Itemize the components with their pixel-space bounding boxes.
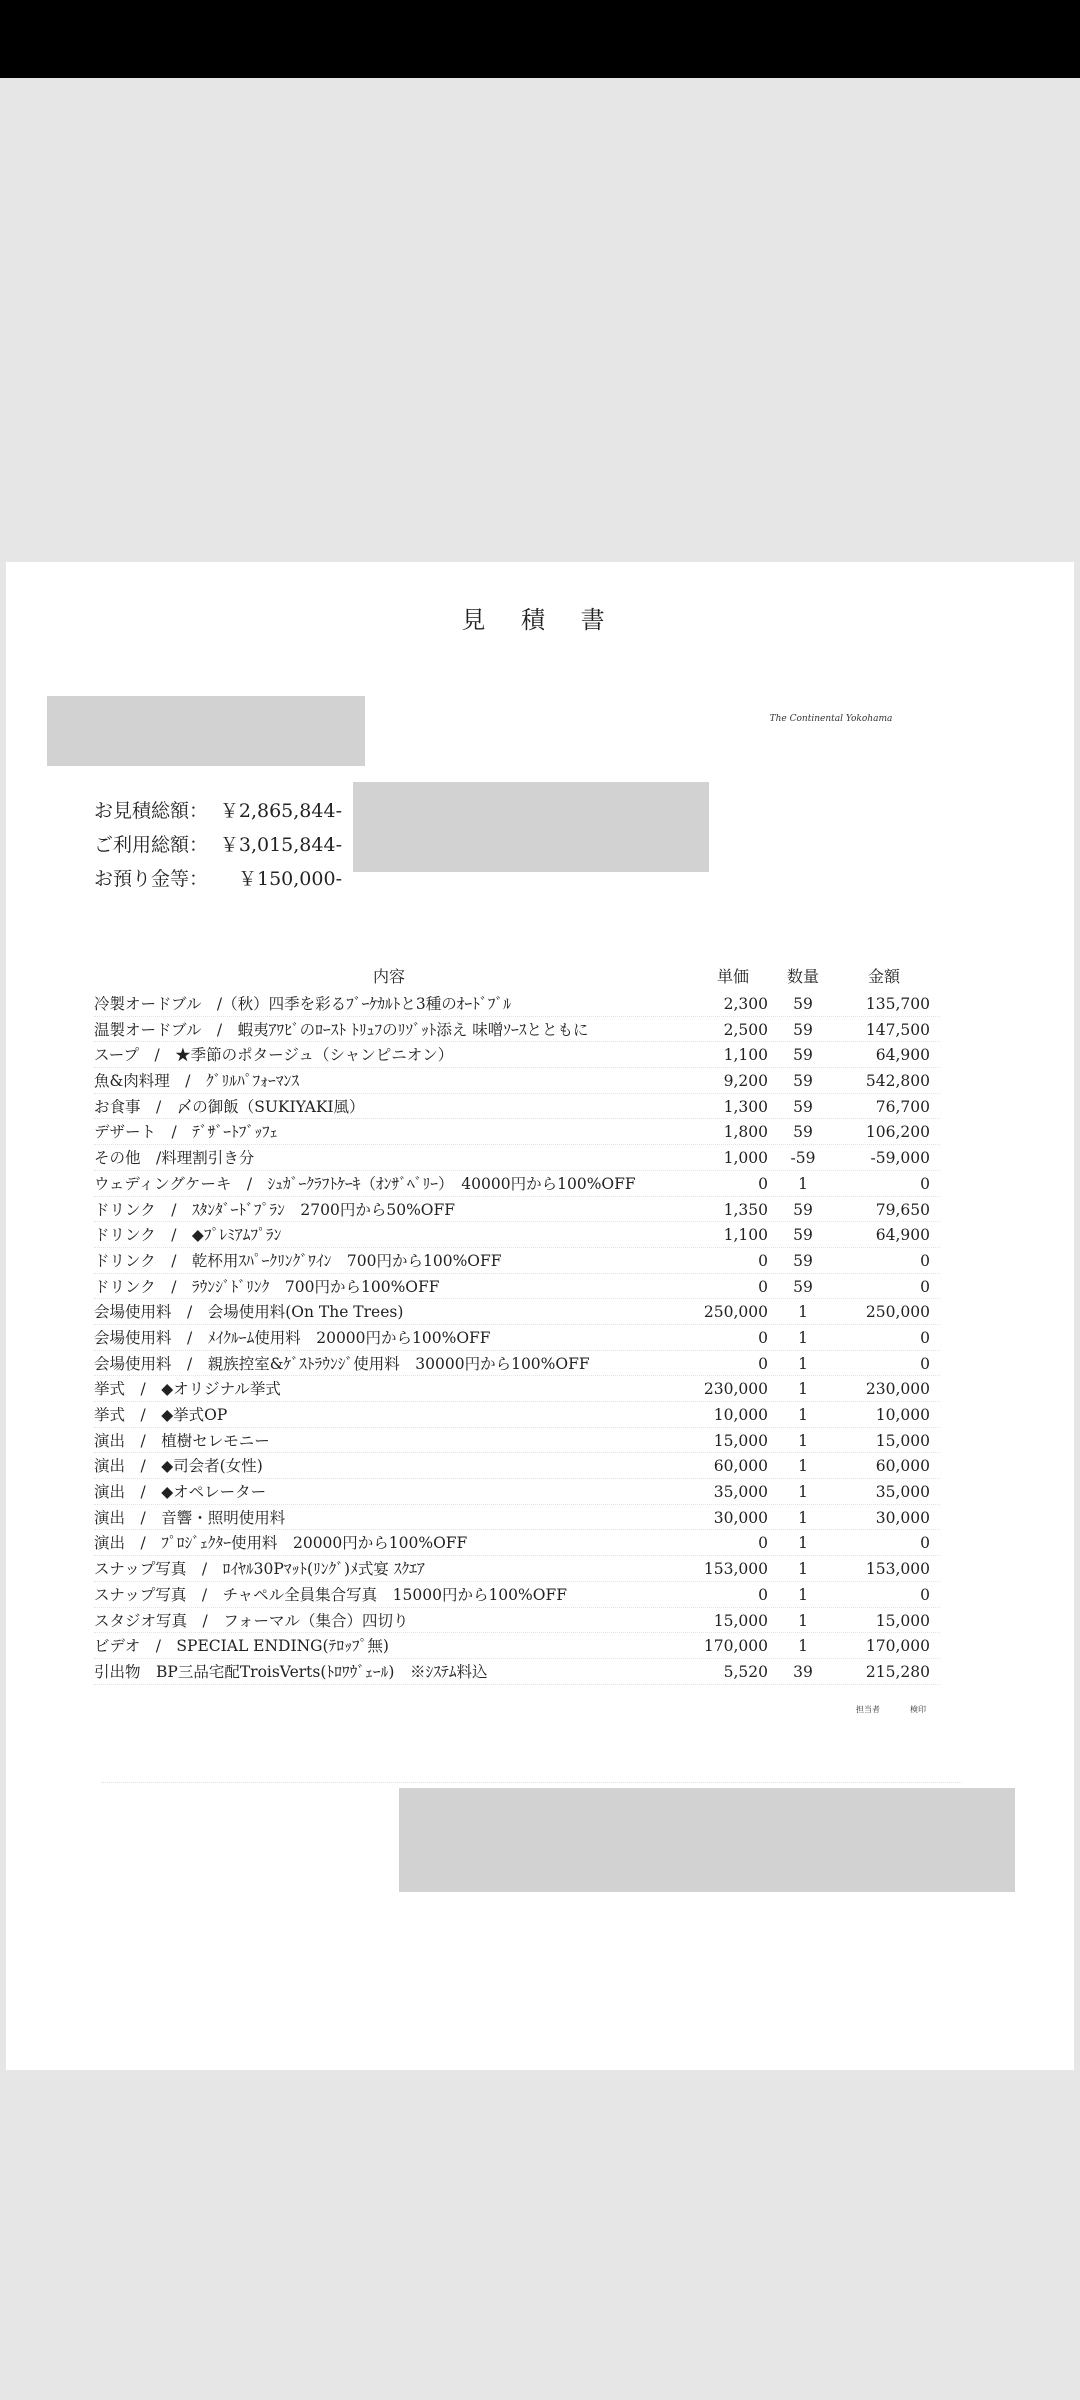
row-amount: 0 [920, 1328, 930, 1347]
row-amount: 35,000 [875, 1483, 930, 1502]
row-quantity: 1 [798, 1637, 808, 1656]
table-row [94, 1043, 954, 1069]
row-amount: 76,700 [875, 1097, 930, 1116]
redacted-block-footer [399, 1788, 1015, 1892]
row-unit-price: 0 [758, 1174, 768, 1193]
row-unit-price: 1,800 [723, 1123, 768, 1142]
row-quantity: 1 [798, 1380, 808, 1399]
table-row [94, 1583, 954, 1609]
row-amount: 0 [920, 1585, 930, 1604]
row-description: 会場使用料 / ﾒｲｸﾙｰﾑ使用料 20000円から100%OFF [94, 1328, 491, 1347]
row-unit-price: 30,000 [713, 1508, 768, 1527]
table-row [94, 1223, 954, 1249]
row-description: 会場使用料 / 親族控室&ｹﾞｽﾄﾗｳﾝｼﾞ使用料 30000円から100%OFF [94, 1354, 590, 1373]
row-unit-price: 2,500 [723, 1020, 768, 1039]
row-amount: 15,000 [875, 1611, 930, 1630]
row-quantity: 1 [798, 1406, 808, 1424]
row-description: その他 /料理割引き分 [94, 1149, 255, 1168]
stamp-labels [856, 1704, 956, 1715]
header-quantity: 数量 [786, 967, 819, 986]
row-unit-price: 1,000 [723, 1149, 768, 1168]
row-unit-price: 1,100 [723, 1046, 768, 1065]
row-amount: 0 [920, 1174, 930, 1193]
row-amount: 30,000 [875, 1508, 930, 1527]
row-unit-price: 10,000 [713, 1406, 768, 1424]
table-row [94, 1300, 954, 1326]
row-quantity: 59 [793, 1226, 813, 1245]
row-unit-price: 153,000 [703, 1560, 768, 1579]
total-row [94, 828, 342, 862]
row-amount: 15,000 [875, 1431, 930, 1450]
row-amount: 0 [920, 1534, 930, 1553]
row-amount: 170,000 [865, 1637, 930, 1656]
row-description: 演出 / 植樹セレモニー [94, 1431, 270, 1450]
row-quantity: 59 [793, 1277, 813, 1296]
table-row [94, 1506, 954, 1532]
row-quantity: 1 [798, 1483, 808, 1502]
row-quantity: 1 [798, 1457, 808, 1476]
row-quantity: 1 [798, 1611, 808, 1630]
row-description: 魚&肉料理 / ｸﾞﾘﾙﾊﾟﾌｫｰﾏﾝｽ [94, 1072, 300, 1091]
row-quantity: 39 [793, 1662, 813, 1681]
total-value: ￥2,865,844- [219, 800, 342, 822]
row-quantity: 1 [798, 1303, 808, 1322]
total-label: お預り金等： [94, 868, 209, 890]
table-row [94, 1480, 954, 1506]
row-unit-price: 1,100 [723, 1226, 768, 1245]
table-row [94, 1557, 954, 1583]
row-amount: -59,000 [870, 1149, 930, 1168]
venue-logo: The Continental Yokohama [769, 714, 893, 724]
row-quantity: 1 [798, 1560, 808, 1579]
row-amount: 64,900 [875, 1226, 930, 1245]
stamp-label-staff: 担当者 [856, 1705, 880, 1714]
row-description: スープ / ★季節のポタージュ（シャンピニオン） [94, 1046, 454, 1065]
redacted-block-customer [47, 696, 365, 766]
row-unit-price: 230,000 [703, 1380, 768, 1399]
table-row [94, 1609, 954, 1635]
table-row [94, 1198, 954, 1224]
row-unit-price: 9,200 [723, 1072, 768, 1091]
table-row [94, 1429, 954, 1455]
table-row [94, 1634, 954, 1660]
table-row [94, 1660, 954, 1686]
table-header [94, 962, 954, 992]
row-unit-price: 0 [758, 1277, 768, 1296]
total-row [94, 794, 342, 828]
row-quantity: 1 [798, 1431, 808, 1450]
row-unit-price: 0 [758, 1585, 768, 1604]
row-quantity: 59 [793, 1020, 813, 1039]
row-quantity: 1 [798, 1354, 808, 1373]
row-quantity: 1 [798, 1508, 808, 1527]
row-description: スタジオ写真 / フォーマル（集合）四切り [94, 1611, 409, 1630]
status-bar [0, 0, 1080, 78]
header-description: 内容 [372, 967, 405, 986]
row-description: ドリンク / ﾗｳﾝｼﾞﾄﾞﾘﾝｸ 700円から100%OFF [94, 1277, 440, 1296]
table-body [94, 992, 954, 1686]
row-description: ドリンク / ◆ﾌﾟﾚﾐｱﾑﾌﾟﾗﾝ [94, 1226, 282, 1245]
row-quantity: 59 [793, 1251, 813, 1270]
row-description: スナップ写真 / チャペル全員集合写真 15000円から100%OFF [94, 1585, 567, 1604]
row-quantity: 1 [798, 1585, 808, 1604]
row-unit-price: 60,000 [713, 1457, 768, 1476]
row-amount: 542,800 [865, 1072, 930, 1091]
row-unit-price: 35,000 [713, 1483, 768, 1502]
row-amount: 64,900 [875, 1046, 930, 1065]
row-unit-price: 0 [758, 1251, 768, 1270]
row-unit-price: 0 [758, 1328, 768, 1347]
row-description: 温製オードブル / 蝦夷ｱﾜﾋﾞのﾛｰｽﾄ ﾄﾘｭﾌのﾘｿﾞｯﾄ添え 味噌ｿｰｽとともに [94, 1020, 589, 1039]
row-description: ドリンク / ｽﾀﾝﾀﾞｰﾄﾞﾌﾟﾗﾝ 2700円から50%OFF [94, 1200, 456, 1219]
stamp-label-approval: 検印 [910, 1705, 926, 1714]
totals-summary [94, 794, 342, 896]
row-description: ビデオ / SPECIAL ENDING(ﾃﾛｯﾌﾟ無) [94, 1637, 389, 1656]
redacted-block-totals [353, 782, 709, 872]
table-row [94, 1172, 954, 1198]
table-row [94, 1377, 954, 1403]
table-row [94, 992, 954, 1018]
row-description: 冷製オードブル /（秋）四季を彩るﾌﾞｰｹｶﾙﾄと3種のｵｰﾄﾞﾌﾞﾙ [94, 995, 512, 1013]
row-unit-price: 1,300 [723, 1097, 768, 1116]
row-description: 演出 / ◆オペレーター [94, 1483, 267, 1502]
row-unit-price: 2,300 [723, 995, 768, 1013]
row-amount: 135,700 [865, 995, 930, 1013]
document-viewer[interactable] [0, 78, 1080, 2400]
total-value: ￥3,015,844- [219, 834, 342, 856]
row-description: ウェディングケーキ / ｼｭｶﾞｰｸﾗﾌﾄｹｰｷ（ｵﾝｻﾞﾍﾞﾘｰ） 40000円から100%OFF [94, 1174, 636, 1193]
row-description: デザート / ﾃﾞｻﾞｰﾄﾌﾞｯﾌｪ [94, 1123, 278, 1142]
row-quantity: 59 [793, 995, 813, 1013]
estimate-table [94, 962, 954, 1686]
row-amount: 230,000 [865, 1380, 930, 1399]
row-description: 挙式 / ◆オリジナル挙式 [94, 1380, 281, 1399]
total-value: ￥150,000- [238, 868, 342, 890]
total-row [94, 862, 342, 896]
row-description: お食事 / 〆の御飯（SUKIYAKI風） [94, 1097, 365, 1116]
row-amount: 250,000 [865, 1303, 930, 1322]
divider [102, 1782, 962, 1783]
row-description: ドリンク / 乾杯用ｽﾊﾟｰｸﾘﾝｸﾞﾜｲﾝ 700円から100%OFF [94, 1251, 502, 1270]
row-quantity: 1 [798, 1328, 808, 1347]
row-amount: 10,000 [875, 1406, 930, 1424]
row-amount: 60,000 [875, 1457, 930, 1476]
table-row [94, 1275, 954, 1301]
header-amount: 金額 [867, 967, 900, 986]
row-description: 演出 / ◆司会者(女性) [94, 1457, 263, 1476]
row-unit-price: 250,000 [703, 1303, 768, 1322]
table-row [94, 1018, 954, 1044]
row-amount: 215,280 [865, 1662, 930, 1681]
row-description: 引出物 BP三品宅配TroisVerts(ﾄﾛﾜｳﾞｪｰﾙ) ※ｼｽﾃﾑ料込 [94, 1662, 488, 1681]
row-unit-price: 15,000 [713, 1611, 768, 1630]
row-amount: 0 [920, 1251, 930, 1270]
row-quantity: 59 [793, 1072, 813, 1091]
table-row [94, 1120, 954, 1146]
table-row [94, 1326, 954, 1352]
row-amount: 0 [920, 1277, 930, 1296]
table-row [94, 1454, 954, 1480]
table-row [94, 1095, 954, 1121]
row-quantity: 1 [798, 1534, 808, 1553]
row-quantity: -59 [790, 1149, 816, 1168]
row-quantity: 59 [793, 1200, 813, 1219]
header-unit-price: 単価 [716, 967, 749, 986]
row-quantity: 59 [793, 1123, 813, 1142]
table-row [94, 1352, 954, 1378]
row-unit-price: 15,000 [713, 1431, 768, 1450]
row-quantity: 59 [793, 1097, 813, 1116]
table-row [94, 1069, 954, 1095]
row-description: 演出 / ﾌﾟﾛｼﾞｪｸﾀｰ使用料 20000円から100%OFF [94, 1534, 468, 1553]
row-amount: 0 [920, 1354, 930, 1373]
row-unit-price: 0 [758, 1534, 768, 1553]
table-row [94, 1403, 954, 1429]
row-amount: 153,000 [865, 1560, 930, 1579]
table-row [94, 1249, 954, 1275]
row-amount: 106,200 [865, 1123, 930, 1142]
page-title: 見 積 書 [461, 606, 619, 634]
row-quantity: 1 [798, 1174, 808, 1193]
table-row [94, 1146, 954, 1172]
row-unit-price: 170,000 [703, 1637, 768, 1656]
row-quantity: 59 [793, 1046, 813, 1065]
estimate-page [6, 562, 1074, 2070]
table-row [94, 1531, 954, 1557]
row-amount: 79,650 [875, 1200, 930, 1219]
row-description: 演出 / 音響・照明使用料 [94, 1508, 286, 1527]
total-label: お見積総額： [94, 800, 209, 822]
row-description: 会場使用料 / 会場使用料(On The Trees) [94, 1303, 404, 1322]
row-amount: 147,500 [865, 1020, 930, 1039]
row-description: 挙式 / ◆挙式OP [94, 1406, 228, 1424]
row-unit-price: 1,350 [723, 1200, 768, 1219]
row-unit-price: 5,520 [723, 1662, 768, 1681]
total-label: ご利用総額： [94, 834, 209, 856]
row-description: スナップ写真 / ﾛｲﾔﾙ30Pﾏｯﾄ(ﾘﾝｸﾞ)ﾒ式宴 ｽｸｴｱ [94, 1560, 425, 1579]
row-unit-price: 0 [758, 1354, 768, 1373]
